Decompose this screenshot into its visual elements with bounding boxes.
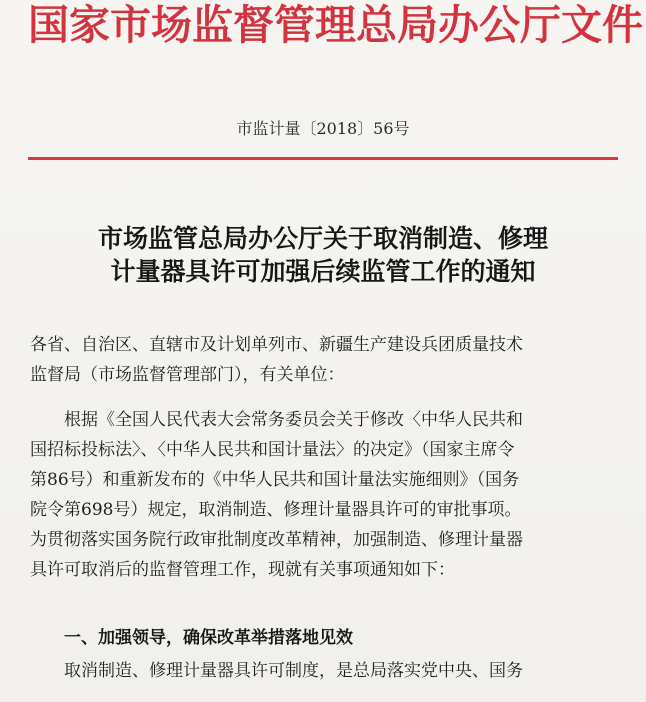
document-title <box>0 222 646 288</box>
paragraph-1 <box>30 405 620 585</box>
paragraph-line: 第86号）和重新发布的《中华人民共和国计量法实施细则》（国务 <box>30 470 520 490</box>
addressee-line-1: 各省、自治区、直辖市及计划单列市、新疆生产建设兵团质量技术 <box>30 335 523 355</box>
paragraph-line: 国招标投标法〉、〈中华人民共和国计量法〉的决定》（国家主席令 <box>30 440 515 460</box>
paragraph-line: 院令第698号）规定，取消制造、修理计量器具许可的审批事项。 <box>30 500 522 520</box>
paragraph-line: 具许可取消后的监督管理工作，现就有关事项通知如下： <box>30 560 455 580</box>
paragraph-line: 为贯彻落实国务院行政审批制度改革精神，加强制造、修理计量器 <box>30 530 523 550</box>
section-heading-1: 一、加强领导，确保改革举措落地见效 <box>64 628 353 648</box>
section-1-body <box>30 656 620 686</box>
addressee-line-2: 监督局（市场监督管理部门），有关单位： <box>30 365 345 385</box>
red-divider-line <box>28 157 618 160</box>
addressee <box>30 330 620 390</box>
document-number: 市监计量〔2018〕56号 <box>236 119 410 138</box>
title-line-2: 计量器具许可加强后续监管工作的通知 <box>110 257 536 286</box>
document-masthead: 国家市场监督管理总局办公厅文件 <box>28 1 643 49</box>
paragraph-line: 取消制造、修理计量器具许可制度，是总局落实党中央、国务 <box>64 661 523 681</box>
title-line-1: 市场监管总局办公厅关于取消制造、修理 <box>97 224 548 253</box>
paragraph-line: 根据《全国人民代表大会常务委员会关于修改〈中华人民共和 <box>64 410 523 430</box>
